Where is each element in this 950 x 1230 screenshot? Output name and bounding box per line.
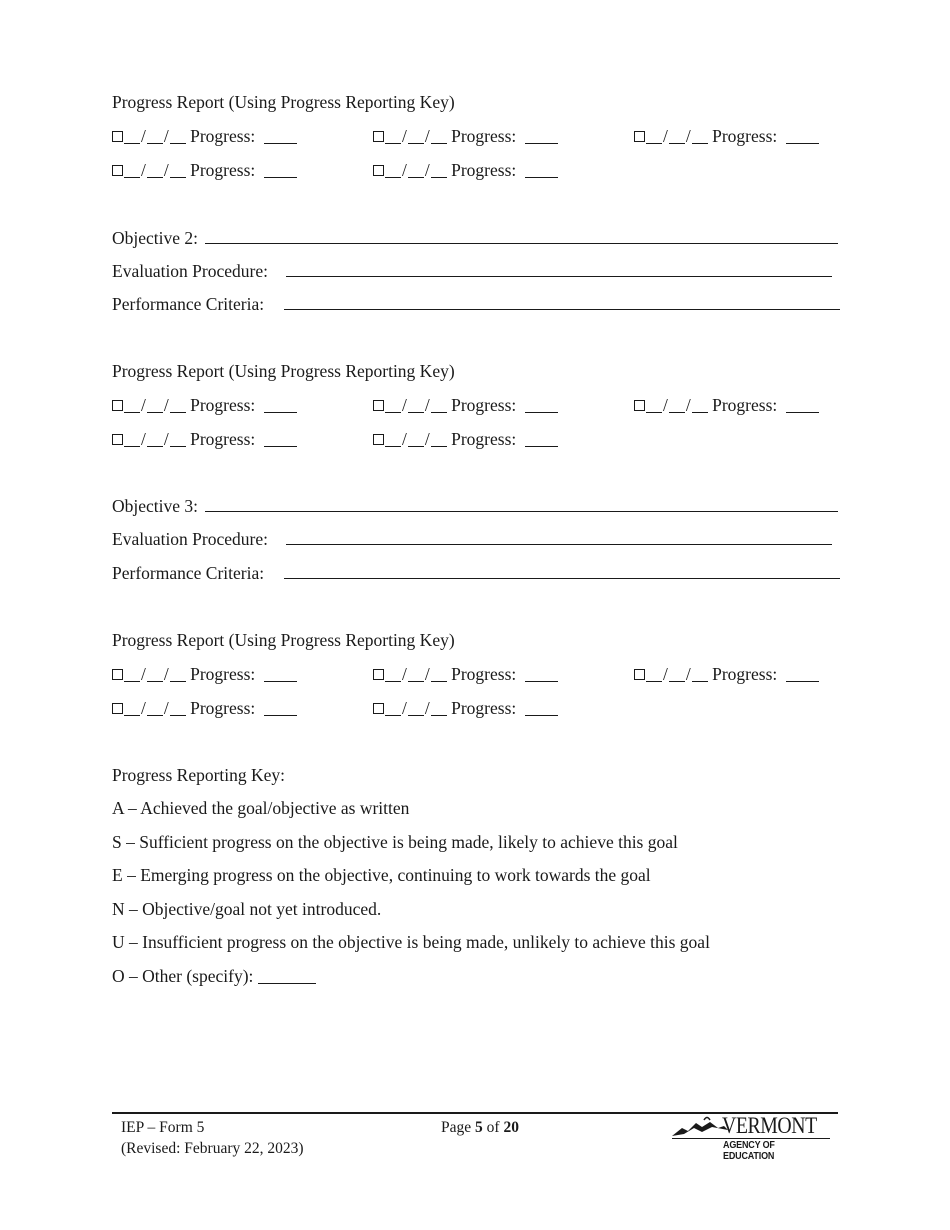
- performance-criteria-label: Performance Criteria:: [112, 563, 265, 583]
- vermont-agency-logo: [672, 1113, 838, 1162]
- progress-label: Progress:: [190, 664, 256, 684]
- checkbox[interactable]: [373, 669, 384, 680]
- key-item-o-label: O – Other (specify):: [112, 966, 254, 986]
- progress-entry[interactable]: / / Progress:: [112, 698, 297, 718]
- objective-3-field[interactable]: [112, 496, 838, 516]
- footer-revised-date: (Revised: February 22, 2023): [121, 1140, 304, 1157]
- progress-entry[interactable]: / / Progress:: [112, 160, 297, 180]
- evaluation-procedure-input-line[interactable]: [286, 262, 832, 277]
- checkbox[interactable]: [112, 703, 123, 714]
- progress-entry[interactable]: / / Progress:: [634, 664, 819, 684]
- evaluation-procedure-input-line[interactable]: [286, 530, 832, 545]
- performance-criteria-input-line[interactable]: [284, 295, 840, 310]
- progress-label: Progress:: [190, 395, 256, 415]
- performance-criteria-input-line[interactable]: [284, 564, 840, 579]
- progress-label: Progress:: [451, 698, 517, 718]
- progress-entry[interactable]: / / Progress:: [112, 395, 297, 415]
- evaluation-procedure-field[interactable]: [112, 261, 832, 281]
- progress-label: Progress:: [712, 126, 778, 146]
- objective-2-field[interactable]: [112, 228, 838, 248]
- progress-entry[interactable]: / / Progress:: [373, 395, 558, 415]
- key-item-u: U – Insufficient progress on the objective is being made, unlikely to achieve this goal: [112, 932, 710, 952]
- progress-label: Progress:: [190, 160, 256, 180]
- checkbox[interactable]: [112, 400, 123, 411]
- progress-entry[interactable]: / / Progress:: [634, 126, 819, 146]
- key-item-s: S – Sufficient progress on the objective is being made, likely to achieve this goal: [112, 832, 678, 852]
- evaluation-procedure-label: Evaluation Procedure:: [112, 261, 268, 281]
- checkbox[interactable]: [112, 434, 123, 445]
- checkbox[interactable]: [634, 669, 645, 680]
- checkbox[interactable]: [373, 703, 384, 714]
- key-title: Progress Reporting Key:: [112, 765, 286, 785]
- checkbox[interactable]: [373, 165, 384, 176]
- checkbox[interactable]: [112, 669, 123, 680]
- progress-entry[interactable]: / / Progress:: [112, 664, 297, 684]
- progress-entry[interactable]: / / Progress:: [373, 664, 558, 684]
- key-item-e: E – Emerging progress on the objective, continuing to work towards the goal: [112, 865, 651, 885]
- progress-entry[interactable]: / / Progress:: [373, 698, 558, 718]
- key-item-a: A – Achieved the goal/objective as written: [112, 798, 410, 818]
- progress-label: Progress:: [712, 664, 778, 684]
- key-item-o[interactable]: [112, 966, 316, 986]
- performance-criteria-label: Performance Criteria:: [112, 294, 265, 314]
- checkbox[interactable]: [634, 400, 645, 411]
- progress-label: Progress:: [451, 664, 517, 684]
- checkbox[interactable]: [373, 131, 384, 142]
- footer-page-number: Page 5 of 20: [441, 1119, 519, 1136]
- performance-criteria-field[interactable]: [112, 294, 840, 314]
- progress-label: Progress:: [451, 395, 517, 415]
- checkbox[interactable]: [634, 131, 645, 142]
- progress-entry[interactable]: / / Progress:: [373, 160, 558, 180]
- progress-report-heading: Progress Report (Using Progress Reporting Key): [112, 630, 455, 650]
- evaluation-procedure-label: Evaluation Procedure:: [112, 529, 268, 549]
- key-item-n: N – Objective/goal not yet introduced.: [112, 899, 382, 919]
- checkbox[interactable]: [112, 131, 123, 142]
- objective-2-input-line[interactable]: [205, 229, 838, 244]
- progress-label: Progress:: [451, 160, 517, 180]
- logo-subtitle: AGENCY OF EDUCATION: [723, 1140, 775, 1162]
- evaluation-procedure-field[interactable]: [112, 529, 832, 549]
- progress-label: Progress:: [451, 429, 517, 449]
- progress-entry[interactable]: / / Progress:: [634, 395, 819, 415]
- progress-entry[interactable]: / / Progress:: [112, 429, 297, 449]
- progress-entry[interactable]: / / Progress:: [373, 429, 558, 449]
- checkbox[interactable]: [112, 165, 123, 176]
- footer-form-name: IEP – Form 5: [121, 1119, 205, 1136]
- progress-entry[interactable]: / / Progress:: [373, 126, 558, 146]
- progress-label: Progress:: [190, 126, 256, 146]
- progress-label: Progress:: [712, 395, 778, 415]
- progress-report-heading: Progress Report (Using Progress Reporting Key): [112, 92, 455, 112]
- logo-title: VERMONT: [722, 1113, 817, 1138]
- objective-3-input-line[interactable]: [205, 497, 838, 512]
- checkbox[interactable]: [373, 434, 384, 445]
- progress-label: Progress:: [190, 429, 256, 449]
- objective-3-label: Objective 3:: [112, 496, 199, 516]
- progress-label: Progress:: [190, 698, 256, 718]
- objective-2-label: Objective 2:: [112, 228, 199, 248]
- progress-entry[interactable]: / / Progress:: [112, 126, 297, 146]
- progress-report-heading: Progress Report (Using Progress Reporting Key): [112, 361, 455, 381]
- progress-label: Progress:: [451, 126, 517, 146]
- checkbox[interactable]: [373, 400, 384, 411]
- other-specify-input-line[interactable]: [258, 969, 316, 984]
- performance-criteria-field[interactable]: [112, 563, 840, 583]
